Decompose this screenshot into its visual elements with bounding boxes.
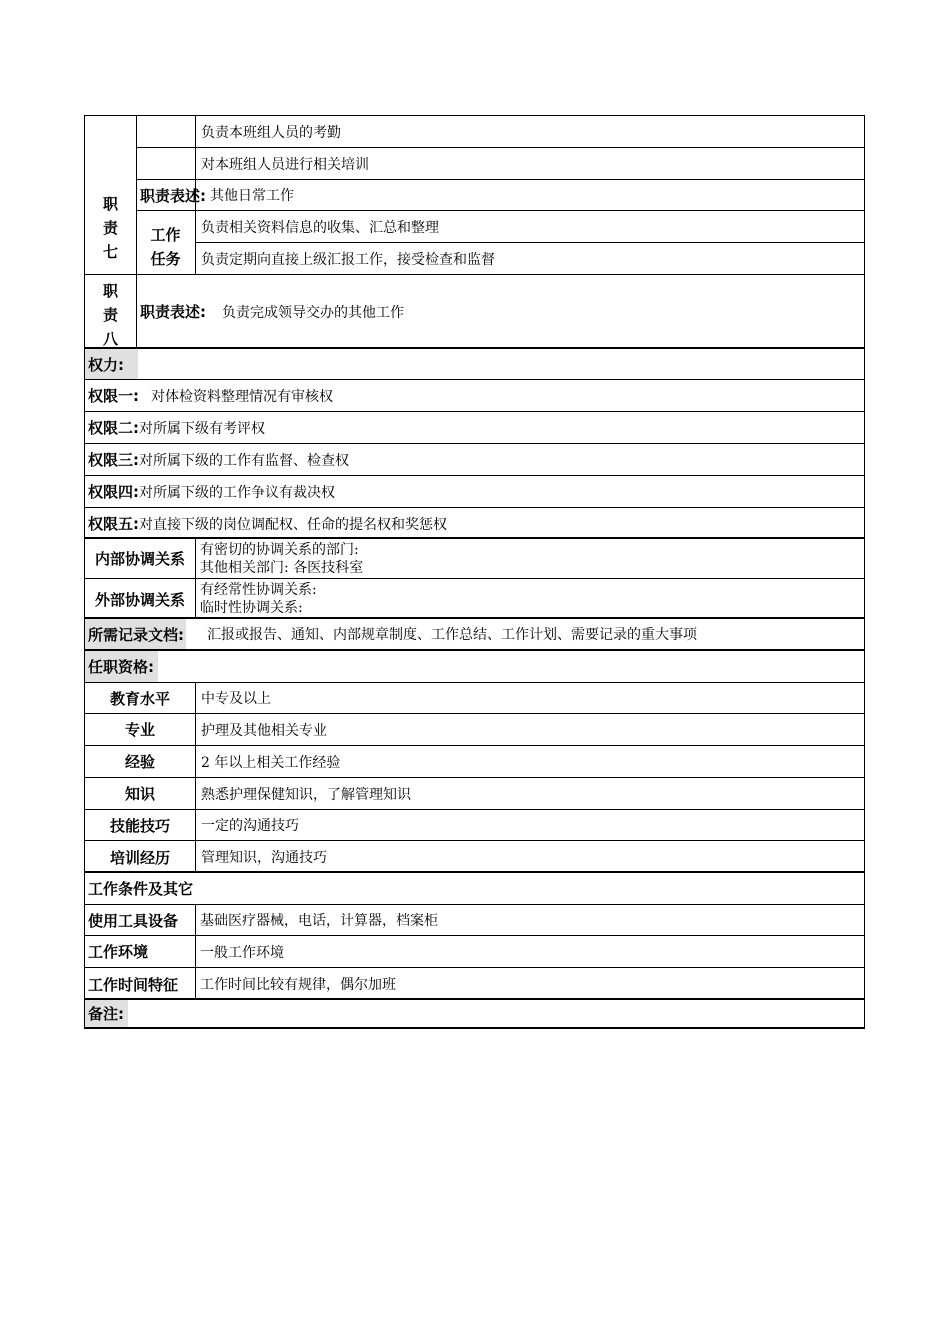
condition-value: 基础医疗器械，电话，计算器，档案柜 (200, 913, 438, 929)
condition-value: 一般工作环境 (200, 944, 284, 961)
qual-value: 管理知识，沟通技巧 (201, 850, 327, 866)
power-block (84, 347, 865, 537)
duty-seven-label: 职 责 七 (102, 195, 118, 261)
condition-label: 工作时间特征 (88, 975, 179, 994)
desc-label: 职责表述: (140, 186, 206, 205)
conditions-block (84, 871, 865, 998)
conditions-header: 工作条件及其它 (88, 880, 194, 898)
qual-value: 熟悉护理保健知识，了解管理知识 (201, 786, 411, 803)
job-description-table (84, 115, 865, 1029)
records-label: 所需记录文档: (85, 619, 186, 649)
qual-label: 经验 (124, 753, 155, 771)
qual-label: 技能技巧 (109, 816, 170, 835)
internal-relations-label: 内部协调关系 (94, 550, 185, 568)
external-relations-value: 有经常性协调关系: 临时性协调关系: (200, 582, 317, 616)
qualification-header: 任职资格: (85, 651, 158, 682)
relations-block (84, 537, 865, 617)
qualification-block (84, 649, 865, 871)
qual-value: 中专及以上 (201, 691, 271, 707)
qual-label: 知识 (124, 785, 155, 803)
qual-value: 护理及其他相关专业 (201, 722, 327, 739)
power-item: 权限三: 对所属下级的工作有监督、检查权 (88, 451, 349, 469)
desc-label: 职责表述: (140, 303, 206, 321)
records-block (84, 617, 865, 649)
power-item: 权限五: 对直接下级的岗位调配权、任命的提名权和奖惩权 (88, 515, 447, 533)
power-item: 权限四: 对所属下级的工作争议有裁决权 (88, 483, 335, 501)
power-item: 权限一: 对体检资料整理情况有审核权 (88, 387, 333, 405)
task-item: 负责本班组人员的考勤 (201, 124, 341, 141)
condition-value: 工作时间比较有规律，偶尔加班 (200, 977, 396, 993)
external-relations-label: 外部协调关系 (94, 590, 185, 609)
remarks-label: 备注: (85, 1000, 128, 1027)
duties-block (84, 115, 865, 347)
duty-seven-desc (140, 180, 294, 210)
qual-value: 2 年以上相关工作经验 (201, 754, 341, 771)
qual-label: 专业 (124, 721, 155, 739)
task-item: 负责相关资料信息的收集、汇总和整理 (201, 219, 439, 236)
work-task-label: 工作 任务 (150, 226, 181, 268)
internal-relations-value: 有密切的协调关系的部门: 其他相关部门: 各医技科室 (200, 542, 364, 576)
qual-label: 教育水平 (109, 689, 170, 708)
records-value: 汇报或报告、通知、内部规章制度、工作总结、工作计划、需要记录的重大事项 (207, 627, 697, 643)
power-header: 权力: (85, 349, 138, 379)
condition-label: 工作环境 (88, 943, 149, 961)
task-item: 对本班组人员进行相关培训 (201, 156, 369, 173)
condition-label: 使用工具设备 (88, 911, 179, 930)
desc-text: 其他日常工作 (210, 188, 294, 204)
qual-label: 培训经历 (109, 848, 170, 867)
qual-value: 一定的沟通技巧 (201, 818, 299, 834)
power-item: 权限二: 对所属下级有考评权 (88, 419, 265, 437)
duty-eight-label: 职 责 八 (102, 282, 118, 348)
task-item: 负责定期向直接上级汇报工作，接受检查和监督 (201, 251, 495, 268)
desc-text: 负责完成领导交办的其他工作 (222, 304, 404, 321)
duty-eight-desc (140, 275, 404, 348)
remarks-block (84, 998, 865, 1029)
